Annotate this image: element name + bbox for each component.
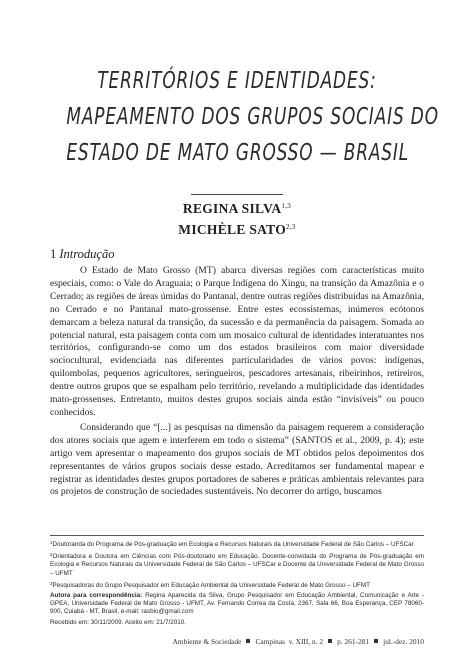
footnote-marker: 3 [50, 580, 53, 586]
author-2 [0, 218, 474, 239]
body-text [50, 265, 424, 499]
footnotes [50, 535, 424, 629]
footnote-marker: 2 [50, 552, 53, 558]
separator-square-icon [328, 639, 332, 643]
footnote-text: Orientadora e Doutora em Ciências com Pós-doutorado em Educação. Docente-convidada do Programa de Pós-graduação em Ecologia e Recursos Naturais da Universidade Federal de São Carlos – UFSCar e Docente da Universidade Federal de Mato Grosso – UFMT [50, 553, 424, 577]
section-heading [50, 247, 114, 262]
footnote-marker: 1 [50, 540, 53, 545]
correspondence-note [50, 592, 424, 617]
journal-date: jul.-dez. 2010 [383, 637, 424, 646]
author-affiliation-marker: 1,3 [281, 202, 292, 210]
paragraph: Considerando que “[...] as pesquisas na dimensão da paisagem requerem a consideração dos atores sociais que agem e interferem em todo o sistema” (SANTOS et al., 2009, p. 4); este artigo vem apresentar o mapeamento dos grupos sociais de MT obtidos pelos depoimentos dos representantes de vários grupos sociais desse estado. Acreditamos ser fundamental mapear e registrar as identidades destes grupos portadores de saberes e práticas ambientais relevantes para os projetos de construção de sociedades sustentáveis. No decorrer do artigo, buscamos [50, 421, 424, 498]
journal-pages: p. 261-281 [337, 637, 370, 646]
author-divider [191, 194, 283, 195]
received-dates: Recebido em: 30/11/2009. Aceito em: 21/7/2010. [50, 618, 187, 626]
journal-volume: v. XIII, n. 2 [288, 637, 324, 646]
correspondence-text: Regina Aparecida da Silva, Grupo Pesquisador em Educação Ambiental, Comunicação e Arte - GPEA, Universidade Federal de Mato Grosso - UFMT, Av. Fernando Correa da Costa, 2367, Sala 66, Boa Esperança, CEP 78060-900, Cuiabá - MT, Brasil, e-mail: rasbio@gmail.com [50, 592, 425, 616]
page-footer [50, 637, 424, 646]
journal-city: Campinas [255, 637, 285, 646]
author-block [0, 194, 474, 239]
author-1 [0, 197, 474, 218]
author-name: REGINA SILVA [182, 201, 282, 216]
article-title [0, 62, 474, 170]
title-line-1: TERRITÓRIOS E IDENTIDADES: [97, 66, 377, 94]
footnote-text: Doutoranda do Programa de Pós-graduação em Ecologia e Recursos Naturais da Universidade Federal de São Carlos – UFSCar [52, 541, 414, 548]
author-name: MICHÈLE SATO [178, 222, 287, 237]
title-line-2: MAPEAMENTO DOS GRUPOS SOCIAIS DO [66, 102, 439, 130]
author-affiliation-marker: 2,3 [286, 223, 296, 231]
separator-square-icon [246, 639, 250, 643]
section-title: Introdução [59, 247, 115, 261]
title-line-3: ESTADO DE MATO GROSSO — BRASIL [66, 138, 410, 166]
footnote [50, 551, 424, 578]
journal-name: Ambiente & Sociedade [172, 637, 242, 646]
footnote [50, 539, 424, 549]
footnote [50, 580, 424, 590]
section-number: 1 [50, 247, 57, 261]
footnote-text: Pesquisadoras do Grupo Pesquisador em Educação Ambiental da Universidade Federal de Mato Grosso – UFMT [52, 581, 370, 589]
correspondence-label: Autora para correspondência: [50, 592, 143, 600]
paragraph: O Estado de Mato Grosso (MT) abarca diversas regiões com características muito especiais, como: o Vale do Araguaia; o Parque Indígena do Xingu, na transição da Amazônia e o Cerrado; as regiões de áreas úmidas do Pantanal, dentre outras regiões distribuídas na Amazônia, no Cerrado e no Pantanal mato-grossense. Entre estes ecossistemas, inúmeros ecótonos demarcam a beleza natural da transição, da sucessão e da permanência da paisagem. Somada ao potencial natural, esta paisagem conta com um mosaico cultural de identidades interatuantes nos territórios, configurando-se como um dos estados brasileiros com maior diversidade sociocultural, evidenciada nas diferentes particularidades de vários povos: indígenas, quilombolas, pequenos agricultores, seringueiros, pescadores artesanais, ribeirinhos, retireiros, dentre outros grupos que se espalham pelo território, revelando a multiplicidade das identidades mato-grossenses. Entretanto, muitos destes grupos sociais ainda estão “invisíveis” ou pouco conhecidos. [50, 265, 424, 418]
separator-square-icon [374, 639, 378, 643]
